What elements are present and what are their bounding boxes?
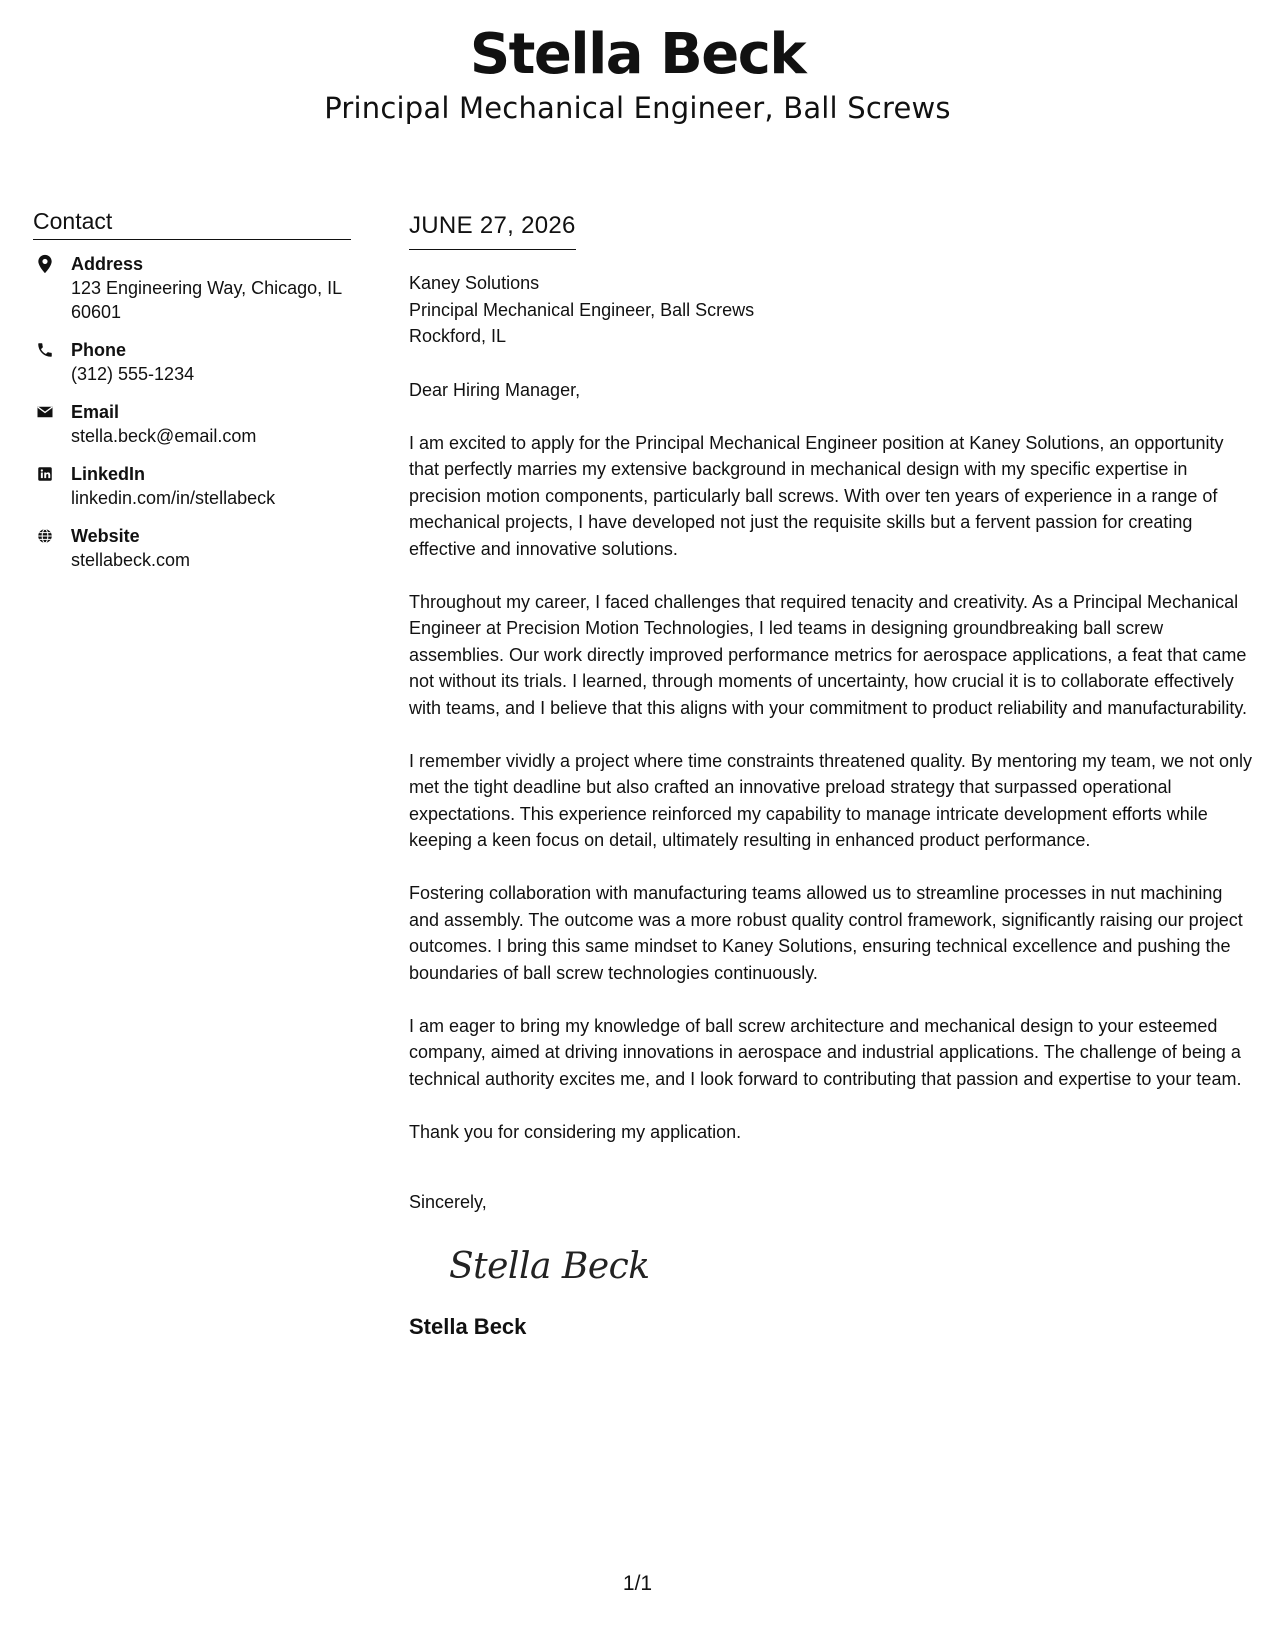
contact-label: Website [71, 526, 140, 546]
applicant-title: Principal Mechanical Engineer, Ball Screws [324, 91, 951, 125]
address-value: 123 Engineering Way, Chicago, IL 60601 [71, 278, 342, 322]
letter-paragraph: I am excited to apply for the Principal Mechanical Engineer position at Kaney Solutions, an opportunity that perfectly marries my extensive background in mechanical design with my specific expertise in precision motion components, particularly ball screws. With over ten years of experience in a range of mechanical projects, I have developed not just the requisite skills but a fervent passion for creating effective and innovative solutions. [409, 432, 1224, 559]
phone-icon [33, 340, 57, 364]
contact-section-title: Contact [33, 207, 351, 240]
envelope-icon [33, 402, 57, 426]
contact-item-phone [33, 338, 351, 386]
recipient-location: Rockford, IL [409, 326, 507, 346]
applicant-name: Stella Beck [469, 22, 806, 87]
phone-value: (312) 555-1234 [71, 364, 195, 384]
recipient-position: Principal Mechanical Engineer, Ball Screws [409, 299, 755, 320]
email-value[interactable]: stella.beck@email.com [71, 426, 257, 446]
letter-date: JUNE 27, 2026 [409, 212, 576, 239]
handwritten-signature: Stella Beck [449, 1246, 650, 1287]
contact-item-linkedin [33, 462, 351, 510]
contact-item-website [33, 524, 351, 572]
letter-paragraph: I remember vividly a project where time constraints threatened quality. By mentoring my team, we not only met the tight deadline but also crafted an innovative preload strategy that surpassed operational expectations. This experience reinforced my capability to manage intricate development efforts while keeping a keen focus on detail, ultimately resulting in enhanced product performance. [409, 750, 1253, 850]
letter-body [409, 211, 1254, 1341]
website-value[interactable]: stellabeck.com [71, 550, 191, 570]
page-indicator: 1/1 [622, 1572, 653, 1595]
contact-label: Address [71, 254, 144, 274]
letter-paragraph: Throughout my career, I faced challenges that required tenacity and creativity. As a Principal Mechanical Engineer at Precision Motion Technologies, I led teams in designing groundbreaking ball screw assemblies. Our work directly improved performance metrics for aerospace applications, a feat that came not without its trials. I learned, through moments of uncertainty, how crucial it is to collaborate effectively with teams, and I believe that this aligns with your commitment to product reliability and manufacturability. [409, 591, 1248, 718]
date-block [409, 211, 576, 250]
letter-paragraph: I am eager to bring my knowledge of ball screw architecture and mechanical design to your esteemed company, aimed at driving innovations in aerospace and industrial applications. The challenge of being a technical authority excites me, and I look forward to contributing that passion and expertise to your team. [409, 1015, 1242, 1089]
linkedin-value[interactable]: linkedin.com/in/stellabeck [71, 488, 276, 508]
contact-label: Email [71, 402, 120, 422]
contact-label: LinkedIn [71, 464, 146, 484]
letter-paragraph: Fostering collaboration with manufacturing teams allowed us to streamline processes in nut machining and assembly. The outcome was a more robust quality control framework, significantly raising our project outcomes. I bring this same mindset to Kaney Solutions, ensuring technical excellence and pushing the boundaries of ball screw technologies continuously. [409, 883, 1243, 983]
recipient-block [409, 270, 1254, 350]
letter-header [0, 22, 1275, 126]
map-pin-icon [33, 254, 57, 278]
letter-paragraph: Thank you for considering my application. [409, 1121, 742, 1142]
globe-icon [33, 526, 57, 550]
linkedin-icon [33, 464, 57, 488]
contact-item-email [33, 400, 351, 448]
contact-item-address [33, 252, 351, 324]
signer-name: Stella Beck [409, 1314, 527, 1339]
closing: Sincerely, [409, 1192, 487, 1212]
salutation: Dear Hiring Manager, [409, 379, 581, 400]
contact-label: Phone [71, 340, 127, 360]
contact-sidebar [33, 207, 351, 586]
recipient-company: Kaney Solutions [409, 273, 540, 293]
